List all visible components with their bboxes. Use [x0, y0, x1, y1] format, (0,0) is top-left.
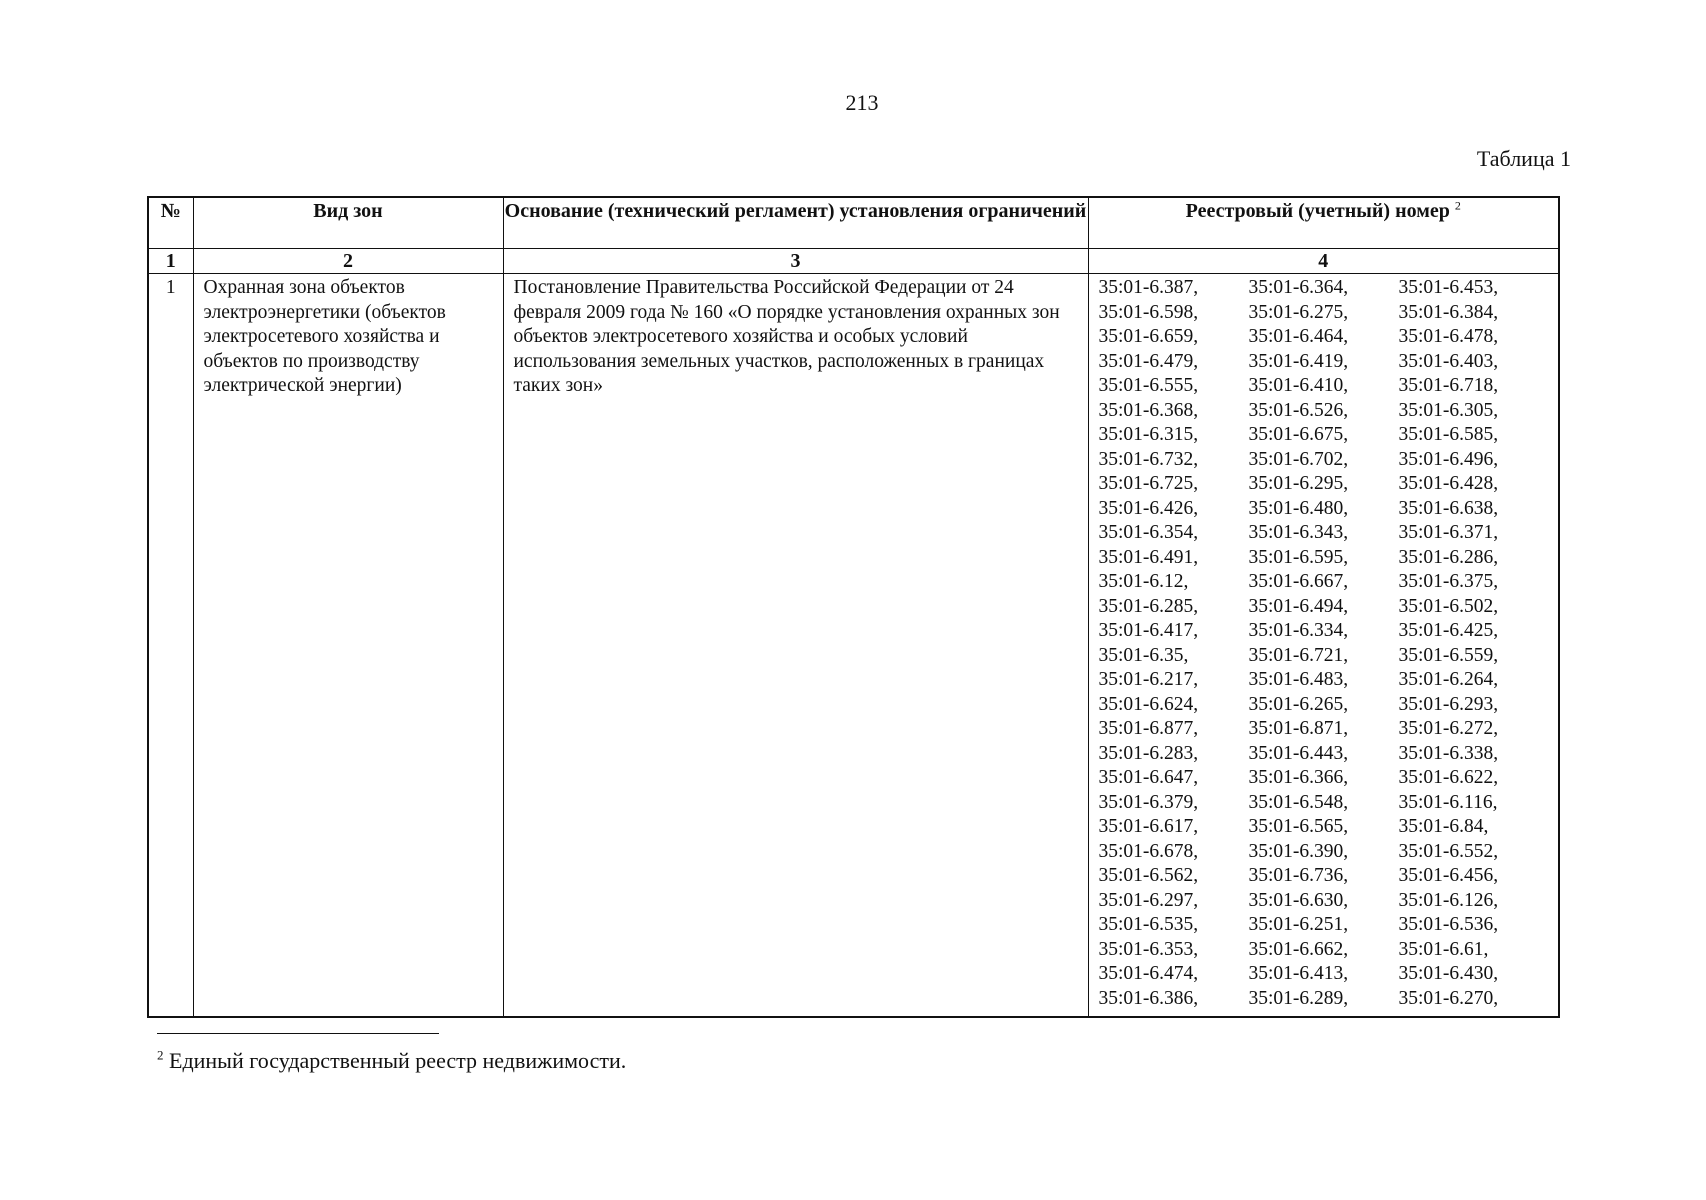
page-number: 213 — [845, 90, 879, 115]
registry-number: 35:01-6.425, — [1398, 620, 1499, 641]
registry-number: 35:01-6.270, — [1398, 987, 1499, 1009]
registry-number: 35:01-6.428, — [1398, 473, 1499, 494]
registry-number: 35:01-6.364, — [1248, 277, 1349, 298]
registry-number: 35:01-6.285, — [1098, 595, 1199, 617]
registry-number: 35:01-6.453, — [1398, 277, 1499, 298]
registry-number: 35:01-6.126, — [1398, 889, 1499, 911]
registry-number: 35:01-6.675, — [1248, 424, 1349, 445]
table-caption: Таблица 1 — [1476, 146, 1571, 171]
table-row — [148, 274, 1559, 1018]
registry-number: 35:01-6.334, — [1248, 620, 1349, 641]
registry-number: 35:01-6.417, — [1098, 620, 1199, 641]
registry-number: 35:01-6.384, — [1398, 301, 1499, 323]
registry-number: 35:01-6.598, — [1098, 301, 1199, 323]
column-number-row — [148, 249, 1559, 274]
registry-number: 35:01-6.562, — [1098, 865, 1199, 886]
registry-number: 35:01-6.375, — [1398, 571, 1499, 592]
registry-number: 35:01-6.536, — [1398, 914, 1499, 935]
header-zone-type: Вид зон — [193, 197, 503, 249]
registry-number: 35:01-6.474, — [1098, 963, 1199, 984]
registry-number: 35:01-6.585, — [1398, 424, 1499, 445]
registry-number: 35:01-6.371, — [1398, 522, 1499, 543]
registry-number: 35:01-6.548, — [1248, 791, 1349, 813]
registry-number: 35:01-6.305, — [1398, 399, 1499, 421]
registry-number: 35:01-6.526, — [1248, 399, 1349, 421]
registry-number: 35:01-6.338, — [1398, 742, 1499, 764]
registry-number: 35:01-6.659, — [1098, 326, 1199, 347]
registry-number: 35:01-6.702, — [1248, 448, 1349, 470]
registry-number: 35:01-6.286, — [1398, 546, 1499, 568]
registry-number: 35:01-6.35, — [1098, 644, 1189, 666]
registry-number: 35:01-6.565, — [1248, 816, 1349, 837]
registry-number: 35:01-6.535, — [1098, 914, 1199, 935]
registry-number: 35:01-6.116, — [1398, 791, 1498, 813]
registry-number: 35:01-6.84, — [1398, 816, 1489, 837]
registry-number: 35:01-6.662, — [1248, 938, 1349, 960]
registry-number: 35:01-6.595, — [1248, 546, 1349, 568]
registry-number: 35:01-6.272, — [1398, 718, 1499, 739]
column-number-2: 2 — [193, 249, 503, 274]
registry-number: 35:01-6.624, — [1098, 693, 1199, 715]
registry-number: 35:01-6.390, — [1248, 840, 1349, 862]
footnote-divider — [157, 1033, 439, 1034]
registry-number: 35:01-6.491, — [1098, 546, 1199, 568]
registry-number: 35:01-6.443, — [1248, 742, 1349, 764]
registry-number: 35:01-6.877, — [1098, 718, 1199, 739]
zones-table — [147, 196, 1560, 1018]
registry-number: 35:01-6.718, — [1398, 375, 1499, 396]
registry-number: 35:01-6.478, — [1398, 326, 1499, 347]
footnote-text: Единый государственный реестр недвижимости. — [169, 1048, 627, 1073]
header-registry-footnote-mark: 2 — [1454, 198, 1461, 213]
registry-number: 35:01-6.297, — [1098, 889, 1199, 911]
registry-number: 35:01-6.289, — [1248, 987, 1349, 1009]
registry-number: 35:01-6.366, — [1248, 767, 1349, 788]
registry-number: 35:01-6.622, — [1398, 767, 1499, 788]
registry-number: 35:01-6.275, — [1248, 301, 1349, 323]
registry-number: 35:01-6.295, — [1248, 473, 1349, 494]
footnote — [157, 1048, 626, 1074]
registry-number: 35:01-6.456, — [1398, 865, 1499, 886]
registry-number: 35:01-6.413, — [1248, 963, 1349, 984]
table-header-row — [148, 197, 1559, 249]
row-number: 1 — [148, 274, 193, 1018]
registry-number: 35:01-6.494, — [1248, 595, 1349, 617]
registry-number: 35:01-6.264, — [1398, 669, 1499, 690]
footnote-mark: 2 — [157, 1047, 164, 1063]
registry-number: 35:01-6.647, — [1098, 767, 1199, 788]
registry-number: 35:01-6.736, — [1248, 865, 1349, 886]
header-no: № — [148, 197, 193, 249]
registry-number: 35:01-6.871, — [1248, 718, 1349, 739]
registry-number: 35:01-6.667, — [1248, 571, 1349, 592]
registry-number: 35:01-6.464, — [1248, 326, 1349, 347]
registry-number: 35:01-6.721, — [1248, 644, 1349, 666]
registry-number: 35:01-6.354, — [1098, 522, 1199, 543]
registry-number: 35:01-6.419, — [1248, 350, 1349, 372]
registry-number: 35:01-6.555, — [1098, 375, 1199, 396]
header-registry — [1088, 197, 1559, 249]
registry-number: 35:01-6.379, — [1098, 791, 1199, 813]
registry-number: 35:01-6.403, — [1398, 350, 1499, 372]
registry-number: 35:01-6.217, — [1098, 669, 1199, 690]
registry-numbers-list — [1089, 274, 1559, 1011]
registry-number: 35:01-6.559, — [1398, 644, 1499, 666]
registry-number: 35:01-6.630, — [1248, 889, 1349, 911]
column-number-4: 4 — [1088, 249, 1559, 274]
registry-number: 35:01-6.353, — [1098, 938, 1199, 960]
registry-number: 35:01-6.315, — [1098, 424, 1199, 445]
registry-number: 35:01-6.502, — [1398, 595, 1499, 617]
registry-number: 35:01-6.251, — [1248, 914, 1349, 935]
registry-numbers-cell — [1088, 274, 1559, 1018]
registry-number: 35:01-6.61, — [1398, 938, 1489, 960]
registry-number: 35:01-6.426, — [1098, 497, 1199, 519]
registry-number: 35:01-6.283, — [1098, 742, 1199, 764]
registry-number: 35:01-6.265, — [1248, 693, 1349, 715]
registry-number: 35:01-6.479, — [1098, 350, 1199, 372]
registry-number: 35:01-6.552, — [1398, 840, 1499, 862]
registry-number: 35:01-6.496, — [1398, 448, 1499, 470]
registry-number: 35:01-6.617, — [1098, 816, 1199, 837]
registry-number: 35:01-6.480, — [1248, 497, 1349, 519]
registry-number: 35:01-6.368, — [1098, 399, 1199, 421]
registry-number: 35:01-6.678, — [1098, 840, 1199, 862]
registry-number: 35:01-6.410, — [1248, 375, 1349, 396]
header-registry-label: Реестровый (учетный) номер — [1185, 200, 1450, 222]
registry-number: 35:01-6.483, — [1248, 669, 1349, 690]
registry-number: 35:01-6.732, — [1098, 448, 1199, 470]
zone-type-cell: Охранная зона объектов электроэнергетики (объектов электросетевого хозяйства и объектов по производству электрической энергии) — [193, 274, 503, 1018]
basis-cell: Постановление Правительства Российской Федерации от 24 февраля 2009 года № 160 «О порядке установления охранных зон объектов электросетевого хозяйства и особых условий использования земельных участков, расположенных в границах таких зон» — [503, 274, 1088, 1018]
column-number-1: 1 — [148, 249, 193, 274]
registry-number: 35:01-6.638, — [1398, 497, 1499, 519]
registry-number: 35:01-6.725, — [1098, 473, 1199, 494]
registry-number: 35:01-6.343, — [1248, 522, 1349, 543]
registry-number: 35:01-6.386, — [1098, 987, 1199, 1009]
column-number-3: 3 — [503, 249, 1088, 274]
header-basis: Основание (технический регламент) установления ограничений — [503, 197, 1088, 249]
registry-number: 35:01-6.387, — [1098, 277, 1199, 298]
registry-number: 35:01-6.12, — [1098, 571, 1189, 592]
registry-number: 35:01-6.293, — [1398, 693, 1499, 715]
registry-number: 35:01-6.430, — [1398, 963, 1499, 984]
